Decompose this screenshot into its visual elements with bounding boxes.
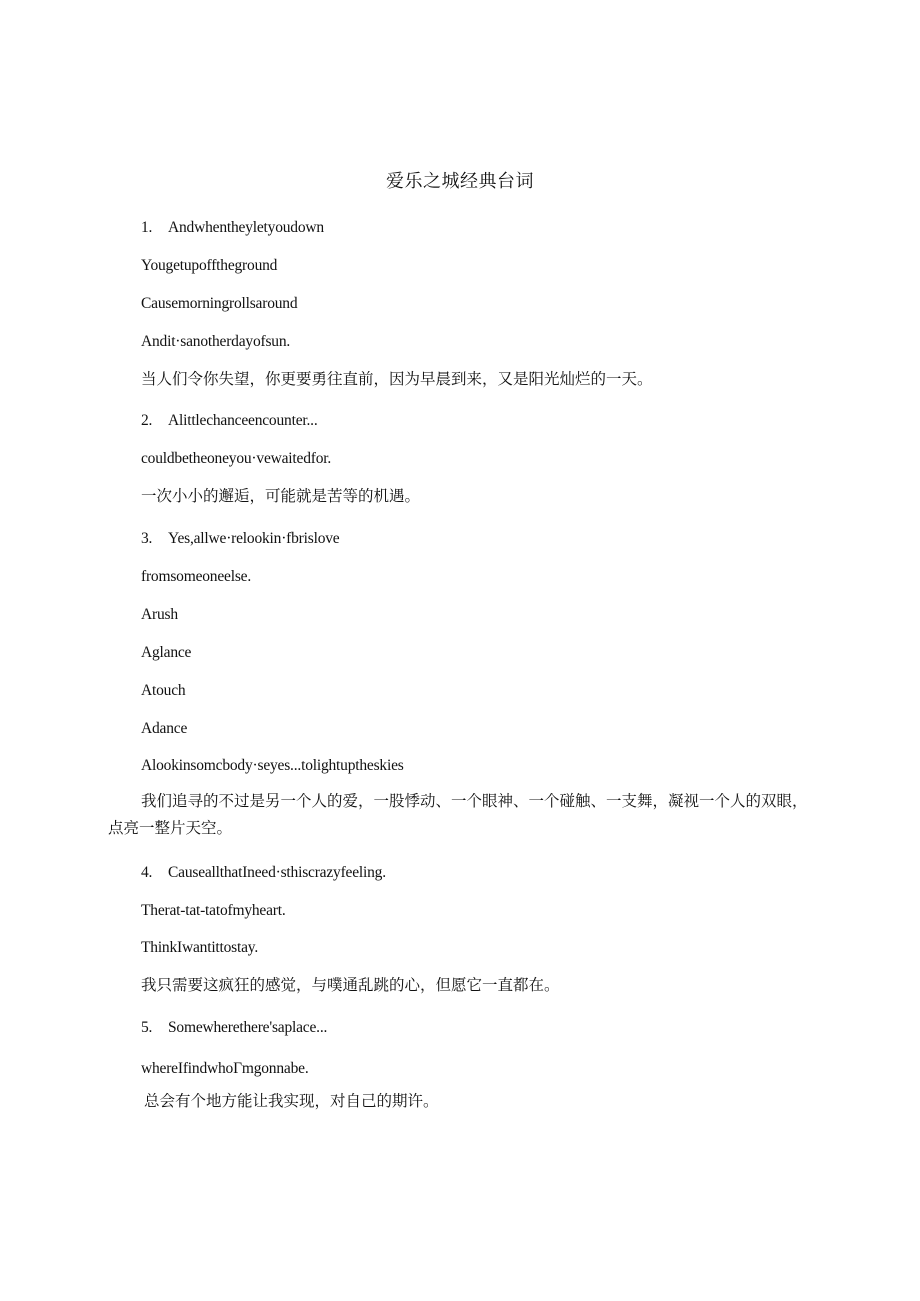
- quote-line: Adance: [141, 720, 188, 737]
- item-number: 3.: [141, 530, 153, 547]
- quote-line: Arush: [141, 606, 178, 623]
- quote-line: Yougetupofftheground: [141, 257, 278, 274]
- quote-line: 1. Andwhentheyletyoudown: [141, 219, 324, 236]
- quote-line: 3. Yes,allwe·relookin·fbrislove: [141, 530, 340, 547]
- quote-line: Atouch: [141, 682, 186, 699]
- quote-line: Andit·sanotherdayofsun.: [141, 333, 291, 350]
- quote-line: 4. CauseallthatIneed·sthiscrazyfeeling.: [141, 864, 386, 881]
- item-number: 4.: [141, 864, 153, 881]
- page-title: 爱乐之城经典台词: [386, 171, 534, 192]
- item-number: 2.: [141, 412, 153, 429]
- item-number: 5.: [141, 1019, 153, 1036]
- quote-line: whereIfindwhoΓmgonnabe.: [141, 1060, 309, 1077]
- quote-line: fromsomeoneelse.: [141, 568, 251, 585]
- quote-line: Aglance: [141, 644, 192, 661]
- chinese-translation: 我们追寻的不过是另一个人的爱，一股悸动、一个眼神、一个碰触、一支舞，凝视一个人的双眼，点亮一整片天空。: [108, 792, 808, 837]
- quote-line: couldbetheoneyou·vewaitedfor.: [141, 450, 332, 467]
- quote-line: Therat-tat-tatofmyheart.: [141, 902, 286, 919]
- chinese-translation: 一次小小的邂逅，可能就是苦等的机遇。: [141, 487, 421, 505]
- quote-line: ThinkIwantittostay.: [141, 939, 259, 956]
- quote-line: 5. Somewherethere'saplace...: [141, 1019, 328, 1036]
- chinese-translation: 当人们令你失望，你更要勇往直前，因为早晨到来，又是阳光灿烂的一天。: [141, 370, 653, 388]
- chinese-translation: 总会有个地方能让我实现，对自己的期许。: [144, 1092, 439, 1110]
- quote-line: 2. Alittlechanceencounter...: [141, 412, 318, 429]
- quote-line: Alookinsomcbody·seyes...tolightuptheskies: [141, 757, 404, 774]
- quote-line: Causemorningrollsaround: [141, 295, 298, 312]
- item-number: 1.: [141, 219, 153, 236]
- chinese-translation: 我只需要这疯狂的感觉，与噗通乱跳的心，但愿它一直都在。: [141, 976, 560, 994]
